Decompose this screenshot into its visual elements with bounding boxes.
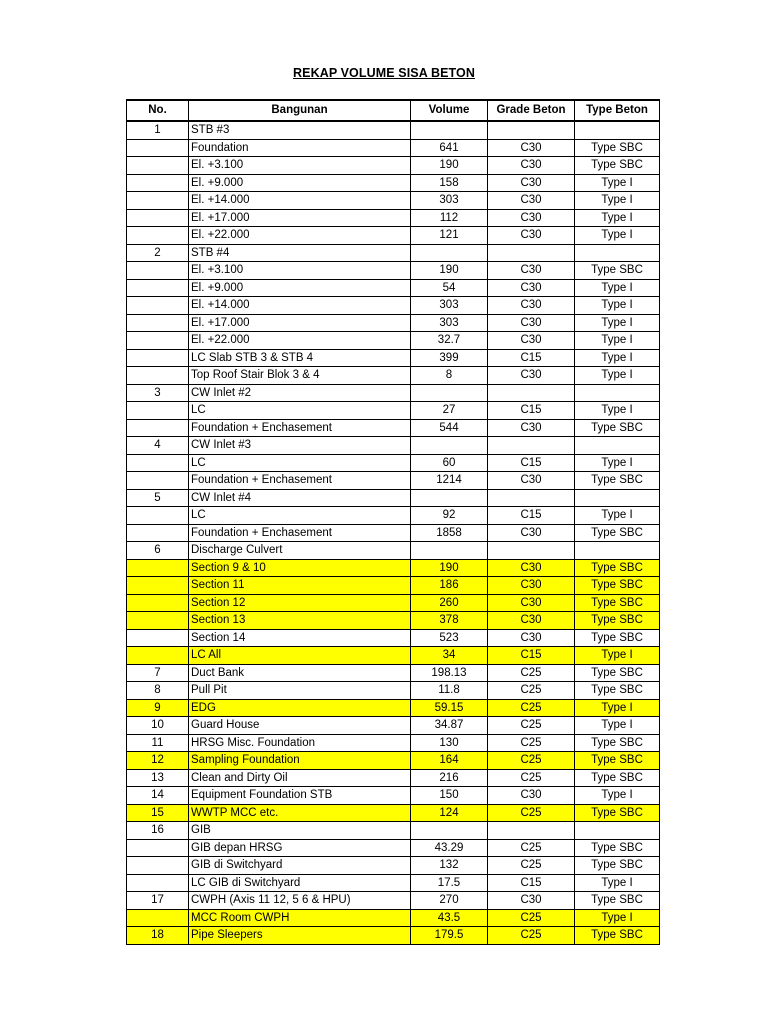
cell-grade-beton: C30 (488, 577, 575, 595)
cell-no: 1 (127, 121, 189, 139)
cell-volume: 32.7 (411, 332, 488, 350)
cell-bangunan: Foundation + Enchasement (189, 419, 411, 437)
cell-no (127, 209, 189, 227)
cell-no: 14 (127, 787, 189, 805)
cell-grade-beton: C25 (488, 664, 575, 682)
cell-no (127, 577, 189, 595)
cell-volume: 179.5 (411, 927, 488, 945)
cell-volume: 198.13 (411, 664, 488, 682)
cell-grade-beton (488, 437, 575, 455)
cell-no (127, 279, 189, 297)
table-row (127, 717, 660, 735)
cell-type-beton (575, 822, 660, 840)
cell-grade-beton: C25 (488, 839, 575, 857)
table-header (127, 100, 660, 121)
cell-type-beton (575, 489, 660, 507)
cell-bangunan: El. +17.000 (189, 314, 411, 332)
cell-volume: 43.29 (411, 839, 488, 857)
cell-grade-beton: C25 (488, 857, 575, 875)
table-row (127, 734, 660, 752)
cell-bangunan: CW Inlet #3 (189, 437, 411, 455)
cell-bangunan: El. +22.000 (189, 332, 411, 350)
table-row (127, 437, 660, 455)
cell-type-beton: Type SBC (575, 734, 660, 752)
cell-volume: 190 (411, 262, 488, 280)
cell-type-beton: Type SBC (575, 594, 660, 612)
cell-type-beton: Type SBC (575, 139, 660, 157)
cell-no (127, 139, 189, 157)
cell-no (127, 857, 189, 875)
cell-no (127, 262, 189, 280)
table-row (127, 367, 660, 385)
cell-bangunan: Foundation + Enchasement (189, 472, 411, 490)
cell-type-beton: Type I (575, 402, 660, 420)
cell-no: 8 (127, 682, 189, 700)
cell-type-beton (575, 384, 660, 402)
cell-grade-beton: C15 (488, 402, 575, 420)
cell-type-beton (575, 542, 660, 560)
cell-no: 3 (127, 384, 189, 402)
column-header-grade-beton: Grade Beton (488, 100, 575, 121)
table-row (127, 209, 660, 227)
cell-grade-beton: C25 (488, 752, 575, 770)
cell-volume: 270 (411, 892, 488, 910)
cell-grade-beton: C30 (488, 892, 575, 910)
cell-type-beton: Type SBC (575, 262, 660, 280)
cell-grade-beton: C30 (488, 419, 575, 437)
cell-volume: 27 (411, 402, 488, 420)
cell-volume: 399 (411, 349, 488, 367)
cell-no: 2 (127, 244, 189, 262)
cell-type-beton (575, 244, 660, 262)
cell-grade-beton: C15 (488, 647, 575, 665)
cell-volume: 303 (411, 297, 488, 315)
cell-no: 7 (127, 664, 189, 682)
cell-grade-beton: C30 (488, 227, 575, 245)
cell-grade-beton: C30 (488, 367, 575, 385)
table-row (127, 559, 660, 577)
table-row (127, 769, 660, 787)
cell-type-beton: Type I (575, 349, 660, 367)
cell-grade-beton: C30 (488, 594, 575, 612)
cell-volume: 186 (411, 577, 488, 595)
cell-volume: 60 (411, 454, 488, 472)
cell-volume: 17.5 (411, 874, 488, 892)
cell-volume: 190 (411, 559, 488, 577)
cell-type-beton: Type I (575, 227, 660, 245)
cell-no (127, 402, 189, 420)
table-row (127, 244, 660, 262)
cell-type-beton: Type SBC (575, 892, 660, 910)
cell-grade-beton: C30 (488, 314, 575, 332)
cell-grade-beton: C25 (488, 717, 575, 735)
cell-type-beton (575, 121, 660, 139)
cell-no (127, 174, 189, 192)
cell-bangunan: Section 13 (189, 612, 411, 630)
cell-grade-beton (488, 542, 575, 560)
table-row (127, 227, 660, 245)
cell-no (127, 559, 189, 577)
cell-no: 9 (127, 699, 189, 717)
cell-grade-beton (488, 822, 575, 840)
cell-type-beton: Type SBC (575, 804, 660, 822)
cell-bangunan: Clean and Dirty Oil (189, 769, 411, 787)
cell-volume: 378 (411, 612, 488, 630)
cell-type-beton: Type I (575, 717, 660, 735)
cell-no: 4 (127, 437, 189, 455)
cell-type-beton: Type SBC (575, 839, 660, 857)
cell-no (127, 629, 189, 647)
cell-no (127, 524, 189, 542)
cell-type-beton: Type I (575, 909, 660, 927)
cell-no (127, 909, 189, 927)
cell-bangunan: Guard House (189, 717, 411, 735)
cell-grade-beton: C15 (488, 349, 575, 367)
cell-volume: 130 (411, 734, 488, 752)
cell-type-beton: Type SBC (575, 524, 660, 542)
cell-bangunan: WWTP MCC etc. (189, 804, 411, 822)
cell-type-beton: Type I (575, 314, 660, 332)
cell-grade-beton: C30 (488, 787, 575, 805)
cell-type-beton: Type I (575, 332, 660, 350)
cell-bangunan: Foundation (189, 139, 411, 157)
cell-no (127, 227, 189, 245)
cell-no (127, 839, 189, 857)
cell-grade-beton: C15 (488, 454, 575, 472)
cell-volume (411, 822, 488, 840)
table-row (127, 507, 660, 525)
cell-type-beton: Type I (575, 192, 660, 210)
cell-volume: 641 (411, 139, 488, 157)
cell-grade-beton (488, 244, 575, 262)
table-row (127, 262, 660, 280)
cell-type-beton: Type I (575, 367, 660, 385)
cell-grade-beton: C30 (488, 279, 575, 297)
cell-grade-beton: C30 (488, 524, 575, 542)
cell-volume: 150 (411, 787, 488, 805)
cell-bangunan: El. +14.000 (189, 297, 411, 315)
cell-volume: 112 (411, 209, 488, 227)
cell-bangunan: Pull Pit (189, 682, 411, 700)
cell-grade-beton: C30 (488, 192, 575, 210)
cell-bangunan: Foundation + Enchasement (189, 524, 411, 542)
table-row (127, 402, 660, 420)
cell-type-beton: Type SBC (575, 577, 660, 595)
cell-grade-beton (488, 384, 575, 402)
cell-grade-beton: C25 (488, 699, 575, 717)
table-row (127, 192, 660, 210)
cell-volume: 523 (411, 629, 488, 647)
cell-grade-beton: C25 (488, 804, 575, 822)
cell-bangunan: LC (189, 454, 411, 472)
table-row (127, 524, 660, 542)
volume-table (126, 99, 660, 945)
cell-grade-beton: C30 (488, 262, 575, 280)
cell-volume (411, 121, 488, 139)
table-row (127, 909, 660, 927)
cell-type-beton: Type SBC (575, 682, 660, 700)
table-row (127, 629, 660, 647)
cell-volume: 132 (411, 857, 488, 875)
cell-grade-beton: C30 (488, 139, 575, 157)
cell-type-beton: Type I (575, 209, 660, 227)
cell-grade-beton: C30 (488, 612, 575, 630)
cell-bangunan: LC Slab STB 3 & STB 4 (189, 349, 411, 367)
cell-bangunan: El. +3.100 (189, 157, 411, 175)
cell-bangunan: El. +3.100 (189, 262, 411, 280)
cell-grade-beton: C15 (488, 874, 575, 892)
cell-grade-beton: C15 (488, 507, 575, 525)
table-row (127, 822, 660, 840)
cell-type-beton: Type I (575, 699, 660, 717)
cell-bangunan: Discharge Culvert (189, 542, 411, 560)
table-row (127, 542, 660, 560)
column-header-bangunan: Bangunan (189, 100, 411, 121)
table-row (127, 752, 660, 770)
table-row (127, 839, 660, 857)
cell-bangunan: El. +14.000 (189, 192, 411, 210)
cell-type-beton: Type I (575, 787, 660, 805)
cell-no: 17 (127, 892, 189, 910)
cell-volume: 8 (411, 367, 488, 385)
cell-no (127, 192, 189, 210)
cell-grade-beton: C25 (488, 682, 575, 700)
cell-type-beton: Type I (575, 279, 660, 297)
cell-bangunan: STB #3 (189, 121, 411, 139)
table-row (127, 577, 660, 595)
cell-type-beton: Type I (575, 454, 660, 472)
cell-grade-beton: C30 (488, 332, 575, 350)
cell-grade-beton (488, 121, 575, 139)
table-row (127, 699, 660, 717)
cell-type-beton (575, 437, 660, 455)
cell-no: 10 (127, 717, 189, 735)
cell-volume: 92 (411, 507, 488, 525)
cell-volume: 124 (411, 804, 488, 822)
cell-bangunan: Pipe Sleepers (189, 927, 411, 945)
cell-no (127, 349, 189, 367)
page-title: REKAP VOLUME SISA BETON (293, 66, 475, 80)
column-header-type-beton: Type Beton (575, 100, 660, 121)
cell-bangunan: LC (189, 402, 411, 420)
table-row (127, 157, 660, 175)
cell-no (127, 332, 189, 350)
cell-no (127, 157, 189, 175)
cell-no: 12 (127, 752, 189, 770)
cell-bangunan: STB #4 (189, 244, 411, 262)
cell-bangunan: GIB depan HRSG (189, 839, 411, 857)
cell-type-beton: Type SBC (575, 629, 660, 647)
table-row (127, 804, 660, 822)
cell-no (127, 367, 189, 385)
cell-grade-beton: C30 (488, 157, 575, 175)
cell-grade-beton: C25 (488, 734, 575, 752)
cell-type-beton: Type SBC (575, 857, 660, 875)
table-row (127, 874, 660, 892)
cell-bangunan: CWPH (Axis 11 12, 5 6 & HPU) (189, 892, 411, 910)
cell-no (127, 314, 189, 332)
cell-type-beton: Type SBC (575, 664, 660, 682)
cell-grade-beton: C25 (488, 909, 575, 927)
table-row (127, 314, 660, 332)
table-row (127, 594, 660, 612)
cell-no (127, 297, 189, 315)
cell-bangunan: GIB di Switchyard (189, 857, 411, 875)
table-row (127, 489, 660, 507)
table-row (127, 454, 660, 472)
cell-no: 15 (127, 804, 189, 822)
cell-volume: 11.8 (411, 682, 488, 700)
cell-type-beton: Type SBC (575, 927, 660, 945)
cell-grade-beton (488, 489, 575, 507)
cell-no (127, 594, 189, 612)
cell-bangunan: Section 11 (189, 577, 411, 595)
table-row (127, 647, 660, 665)
cell-no (127, 472, 189, 490)
cell-volume: 544 (411, 419, 488, 437)
cell-bangunan: Top Roof Stair Blok 3 & 4 (189, 367, 411, 385)
cell-volume: 1858 (411, 524, 488, 542)
cell-bangunan: El. +9.000 (189, 174, 411, 192)
cell-bangunan: Duct Bank (189, 664, 411, 682)
cell-type-beton: Type I (575, 647, 660, 665)
cell-bangunan: El. +22.000 (189, 227, 411, 245)
cell-volume: 164 (411, 752, 488, 770)
cell-bangunan: El. +9.000 (189, 279, 411, 297)
table-row (127, 892, 660, 910)
table-row (127, 419, 660, 437)
table-row (127, 787, 660, 805)
cell-bangunan: GIB (189, 822, 411, 840)
cell-volume: 303 (411, 192, 488, 210)
cell-bangunan: MCC Room CWPH (189, 909, 411, 927)
cell-no: 11 (127, 734, 189, 752)
table-row (127, 279, 660, 297)
cell-bangunan: Section 14 (189, 629, 411, 647)
cell-volume: 216 (411, 769, 488, 787)
cell-bangunan: LC All (189, 647, 411, 665)
cell-volume: 121 (411, 227, 488, 245)
cell-type-beton: Type SBC (575, 559, 660, 577)
cell-type-beton: Type SBC (575, 157, 660, 175)
cell-type-beton: Type I (575, 874, 660, 892)
table-row (127, 349, 660, 367)
cell-grade-beton: C30 (488, 559, 575, 577)
cell-volume (411, 244, 488, 262)
cell-volume: 303 (411, 314, 488, 332)
cell-type-beton: Type SBC (575, 769, 660, 787)
cell-volume: 59.15 (411, 699, 488, 717)
cell-volume: 1214 (411, 472, 488, 490)
cell-bangunan: HRSG Misc. Foundation (189, 734, 411, 752)
cell-grade-beton: C25 (488, 769, 575, 787)
cell-bangunan: Equipment Foundation STB (189, 787, 411, 805)
cell-grade-beton: C30 (488, 629, 575, 647)
cell-volume: 43.5 (411, 909, 488, 927)
cell-no: 6 (127, 542, 189, 560)
cell-volume: 158 (411, 174, 488, 192)
cell-type-beton: Type I (575, 507, 660, 525)
column-header-volume: Volume (411, 100, 488, 121)
cell-no (127, 454, 189, 472)
table-row (127, 332, 660, 350)
cell-bangunan: El. +17.000 (189, 209, 411, 227)
cell-bangunan: Section 12 (189, 594, 411, 612)
table-row (127, 927, 660, 945)
cell-type-beton: Type I (575, 297, 660, 315)
cell-volume: 34 (411, 647, 488, 665)
cell-volume: 260 (411, 594, 488, 612)
cell-volume (411, 437, 488, 455)
cell-volume: 54 (411, 279, 488, 297)
cell-no (127, 507, 189, 525)
table-row (127, 384, 660, 402)
cell-no (127, 419, 189, 437)
table-row (127, 139, 660, 157)
header-row (127, 100, 660, 121)
cell-grade-beton: C30 (488, 297, 575, 315)
cell-volume (411, 489, 488, 507)
cell-volume: 190 (411, 157, 488, 175)
table-row (127, 682, 660, 700)
cell-no: 16 (127, 822, 189, 840)
cell-type-beton: Type SBC (575, 419, 660, 437)
cell-grade-beton: C30 (488, 174, 575, 192)
cell-no (127, 874, 189, 892)
table-row (127, 121, 660, 139)
table-row (127, 472, 660, 490)
cell-no: 18 (127, 927, 189, 945)
cell-bangunan: EDG (189, 699, 411, 717)
cell-type-beton: Type SBC (575, 612, 660, 630)
cell-no (127, 647, 189, 665)
cell-type-beton: Type I (575, 174, 660, 192)
cell-type-beton: Type SBC (575, 472, 660, 490)
cell-no (127, 612, 189, 630)
table-body (127, 121, 660, 944)
table-row (127, 174, 660, 192)
cell-no: 5 (127, 489, 189, 507)
cell-volume (411, 542, 488, 560)
table-row (127, 857, 660, 875)
cell-bangunan: LC (189, 507, 411, 525)
cell-volume (411, 384, 488, 402)
table-row (127, 664, 660, 682)
cell-type-beton: Type SBC (575, 752, 660, 770)
cell-grade-beton: C30 (488, 209, 575, 227)
cell-bangunan: LC GIB di Switchyard (189, 874, 411, 892)
table-row (127, 297, 660, 315)
cell-grade-beton: C30 (488, 472, 575, 490)
cell-no: 13 (127, 769, 189, 787)
cell-grade-beton: C25 (488, 927, 575, 945)
cell-bangunan: CW Inlet #2 (189, 384, 411, 402)
column-header-no: No. (127, 100, 189, 121)
table-row (127, 612, 660, 630)
cell-bangunan: Section 9 & 10 (189, 559, 411, 577)
cell-bangunan: Sampling Foundation (189, 752, 411, 770)
cell-volume: 34.87 (411, 717, 488, 735)
cell-bangunan: CW Inlet #4 (189, 489, 411, 507)
